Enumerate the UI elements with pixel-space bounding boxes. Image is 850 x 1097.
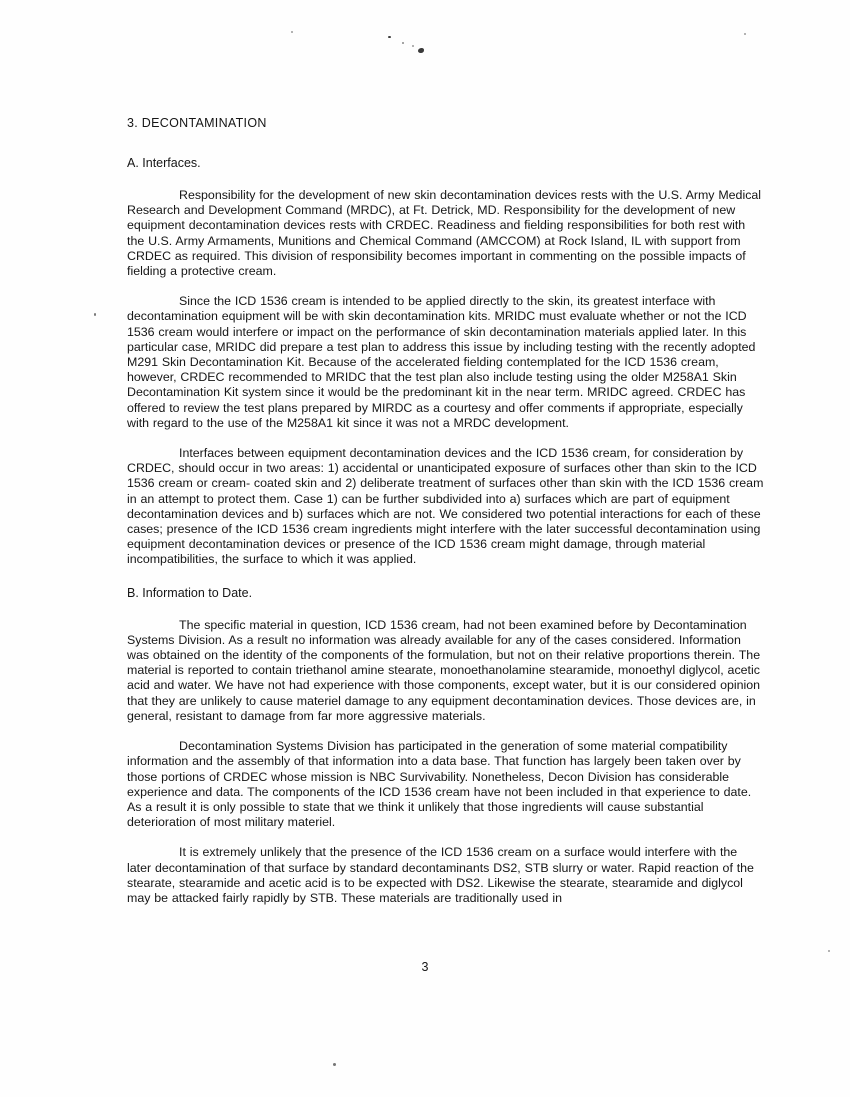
scan-speck <box>412 45 414 47</box>
page-number: 3 <box>421 960 429 974</box>
scan-speck <box>418 48 424 53</box>
paragraph: Interfaces between equipment decontamination devices and the ICD 1536 cream, for consideration by CRDEC, should occur in two areas: 1) accidental or unanticipated exposure of surfaces other than skin to the ICD 1536 cream or cream- coated skin and 2) deliberate treatment of surfaces other than skin with the ICD 1536 cream in an attempt to protect them. Case 1) can be further subdivided into a) surfaces which are part of equipment decontamination devices and b) surfaces which are not. We considered two potential interactions for each of these cases; presence of the ICD 1536 cream ingredients might interfere with the later successful decontamination using equipment decontamination devices or presence of the ICD 1536 cream might damage, through material incompatibilities, the surface to which it was applied. <box>127 446 764 567</box>
scan-speck <box>94 313 96 316</box>
scan-speck <box>744 33 746 35</box>
scan-speck <box>402 42 404 44</box>
scan-speck <box>291 31 293 33</box>
scan-speck <box>388 36 391 38</box>
paragraph: Since the ICD 1536 cream is intended to be applied directly to the skin, its greatest interface with decontamination equipment will be with skin decontamination kits. MRIDC must evaluate whether or not the ICD 1536 cream would interfere or impact on the performance of skin decontamination materials applied later. In this particular case, MRIDC did prepare a test plan to address this issue by including testing with the recently adopted M291 Skin Decontamination Kit. Because of the accelerated fielding contemplated for the ICD 1536 cream, however, CRDEC recommended to MRIDC that the test plan also include testing using the older M258A1 Skin Decontamination Kit system since it would be the predominant kit in the near term. MRIDC agreed. CRDEC has offered to review the test plans prepared by MIRDC as a courtesy and offer comments if appropriate, especially with regard to the use of the M258A1 kit since it was not a MRDC development. <box>127 294 756 430</box>
subsection-a-heading: A. Interfaces. <box>127 156 201 170</box>
scan-speck <box>333 1063 336 1066</box>
scan-speck <box>828 950 830 952</box>
section-heading-decontamination: 3. DECONTAMINATION <box>127 116 267 130</box>
document-content <box>127 116 765 921</box>
paragraph: The specific material in question, ICD 1536 cream, had not been examined before by Decontamination Systems Division. As a result no information was already available for any of the cases considered. Information was obtained on the identity of the components of the formulation, but not on their relative proportions therein. The material is reported to contain triethanol amine stearate, monoethanolamine stearamide, monoethyl diglycol, acetic acid and water. We have not had experience with those components, except water, but it is our considered opinion that they are unlikely to cause materiel damage to any equipment decontamination devices. Those devices are, in general, resistant to damage from far more aggressive materials. <box>127 617 761 723</box>
paragraph: Decontamination Systems Division has participated in the generation of some material compatibility information and the assembly of that information into a data base. That function has largely been taken over by those portions of CRDEC whose mission is NBC Survivability. Nonetheless, Decon Division has considerable experience and data. The components of the ICD 1536 cream have not been included in that experience to date. As a result it is only possible to state that we think it unlikely that those ingredients will cause substantial deterioration of most military materiel. <box>127 739 752 830</box>
subsection-b-heading: B. Information to Date. <box>127 585 253 600</box>
paragraph: Responsibility for the development of new skin decontamination devices rests with the U.S. Army Medical Research and Development Command (MRDC), at Ft. Detrick, MD. Responsibility for the development of new equipment decontamination devices rests with CRDEC. Readiness and fielding responsibilities for both rest with the U.S. Army Armaments, Munitions and Chemical Command (AMCCOM) at Rock Island, IL with support from CRDEC as required. This division of responsibility becomes important in commenting on the possible impacts of fielding a protective cream. <box>127 188 762 279</box>
paragraph: It is extremely unlikely that the presence of the ICD 1536 cream on a surface would interfere with the later decontamination of that surface by standard decontaminants DS2, STB slurry or water. Rapid reaction of the stearate, stearamide and acetic acid is to be expected with DS2. Likewise the stearate, stearamide and diglycol may be attacked fairly rapidly by STB. These materials are traditionally used in <box>127 845 754 905</box>
